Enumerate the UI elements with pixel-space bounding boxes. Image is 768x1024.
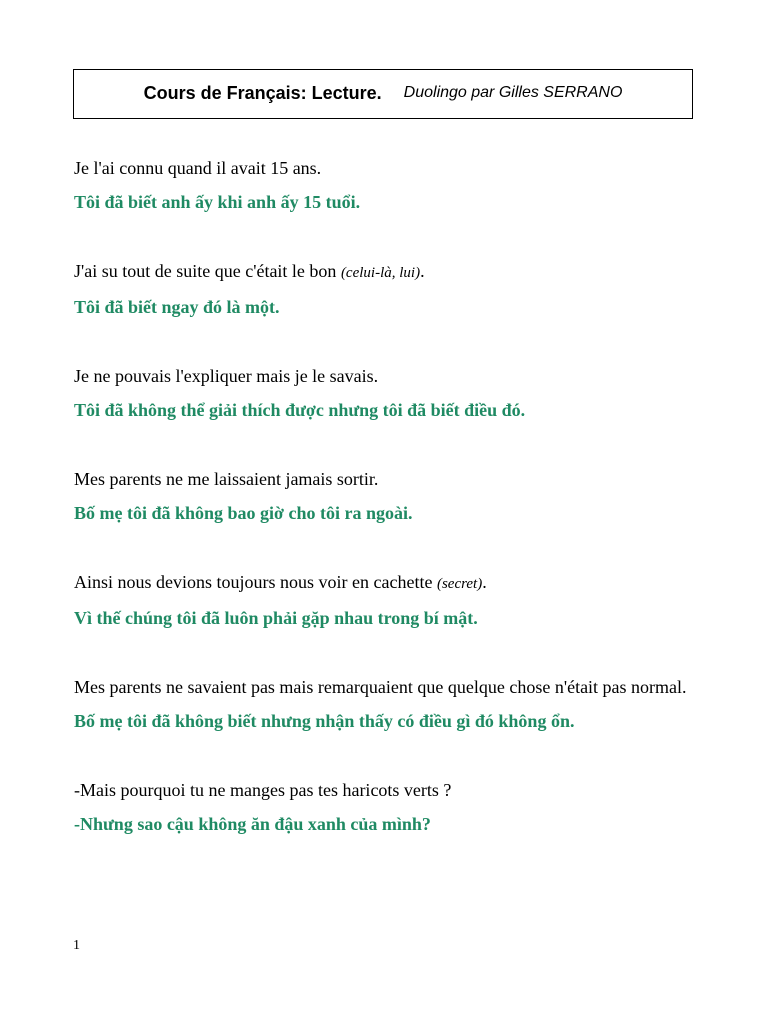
vietnamese-translation: -Nhưng sao cậu không ăn đậu xanh của mình? — [74, 814, 431, 834]
vietnamese-translation: Tôi đã biết ngay đó là một. — [74, 297, 280, 317]
french-text: Je l'ai connu quand il avait 15 ans. — [74, 158, 322, 178]
french-text: Je ne pouvais l'expliquer mais je le savais. — [74, 366, 379, 386]
course-author: Duolingo par Gilles SERRANO — [403, 84, 623, 101]
french-text-end: . — [420, 261, 425, 281]
course-title: Cours de Français: Lecture. — [143, 82, 382, 103]
french-text: Mes parents ne savaient pas mais remarquaient que quelque chose n'était pas normal. — [74, 677, 687, 697]
page-number: 1 — [73, 938, 80, 953]
french-sentence — [74, 675, 694, 700]
note: (secret) — [436, 576, 483, 592]
french-text: J'ai su tout de suite que c'était le bon — [74, 261, 341, 281]
content — [74, 156, 694, 837]
entry — [74, 778, 694, 837]
french-text-end: . — [482, 572, 487, 592]
header-box — [73, 69, 693, 119]
entry — [74, 156, 694, 215]
french-sentence — [74, 364, 694, 389]
entry — [74, 570, 694, 631]
french-sentence — [74, 259, 694, 286]
vietnamese-translation: Tôi đã biết anh ấy khi anh ấy 15 tuổi. — [74, 192, 361, 212]
french-text: -Mais pourquoi tu ne manges pas tes haricots verts ? — [74, 780, 452, 800]
entry — [74, 467, 694, 526]
vietnamese-translation: Tôi đã không thể giải thích được nhưng tôi đã biết điều đó. — [74, 400, 526, 420]
french-sentence — [74, 570, 694, 597]
note: (celui-là, lui) — [340, 265, 421, 281]
french-sentence — [74, 778, 694, 803]
entry — [74, 259, 694, 320]
entry — [74, 675, 694, 734]
vietnamese-translation: Bố mẹ tôi đã không biết nhưng nhận thấy có điều gì đó không ổn. — [74, 711, 575, 731]
entry — [74, 364, 694, 423]
french-sentence — [74, 467, 694, 492]
french-text: Ainsi nous devions toujours nous voir en cachette — [74, 572, 437, 592]
french-text: Mes parents ne me laissaient jamais sortir. — [74, 469, 379, 489]
vietnamese-translation: Vì thế chúng tôi đã luôn phải gặp nhau trong bí mật. — [74, 608, 478, 628]
french-sentence — [74, 156, 694, 181]
vietnamese-translation: Bố mẹ tôi đã không bao giờ cho tôi ra ngoài. — [74, 503, 413, 523]
